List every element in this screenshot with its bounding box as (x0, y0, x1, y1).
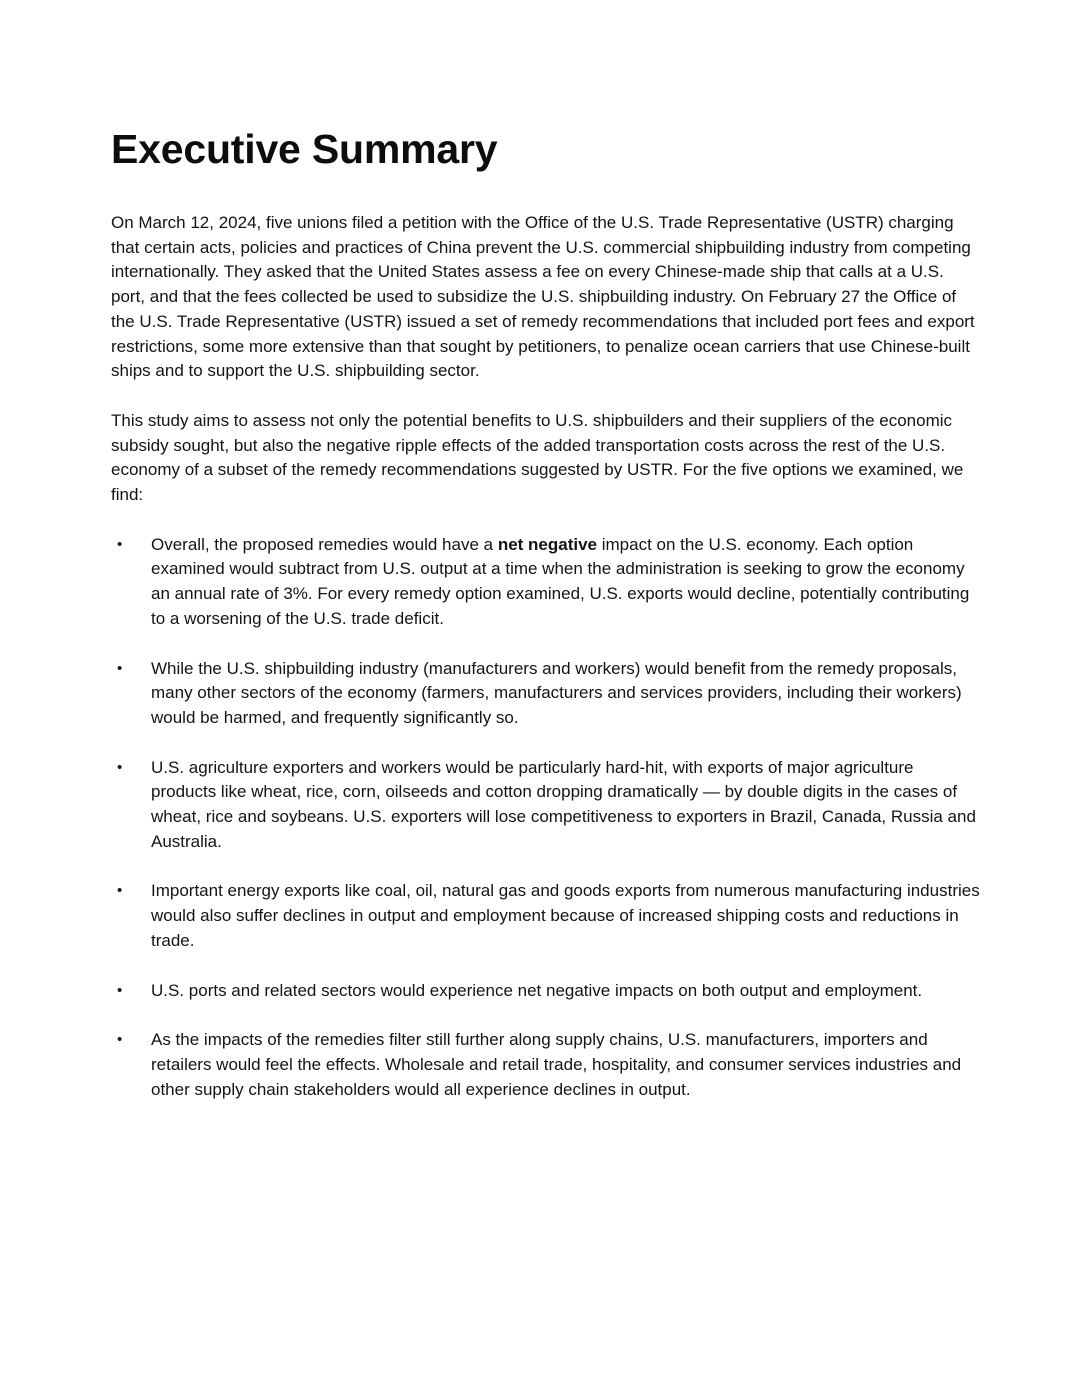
finding-text: U.S. agriculture exporters and workers would be particularly hard-hit, with exports of major agriculture products like wheat, rice, corn, oilseeds and cotton dropping dramatically — by double digits in the cases of wheat, rice and soybeans. U.S. exporters will lose competitiveness to exporters in Brazil, Canada, Russia and Australia. (151, 757, 976, 851)
intro-paragraph: On March 12, 2024, five unions filed a petition with the Office of the U.S. Trade Representative (USTR) charging that certain acts, policies and practices of China prevent the U.S. commercial shipbuilding industry from competing internationally. They asked that the United States assess a fee on every Chinese-made ship that calls at a U.S. port, and that the fees collected be used to subsidize the U.S. shipbuilding industry. On February 27 the Office of the U.S. Trade Representative (USTR) issued a set of remedy recommendations that included port fees and export restrictions, some more extensive than that sought by petitioners, to penalize ocean carriers that use Chinese-built ships and to support the U.S. shipbuilding sector. (111, 213, 975, 381)
findings-list (111, 533, 981, 1103)
finding-text: As the impacts of the remedies filter still further along supply chains, U.S. manufacturers, importers and retailers would feel the effects. Wholesale and retail trade, hospitality, and consumer services industries and other supply chain stakeholders would all experience declines in output. (151, 1030, 962, 1099)
bullet-icon: • (117, 758, 123, 776)
bullet-icon: • (117, 1031, 123, 1049)
finding-item-supply-chain (111, 1028, 981, 1102)
finding-item-net-negative (111, 533, 981, 632)
finding-text-post: impact on the U.S. economy. Each option examined would subtract from U.S. output at a time when the administration is seeking to grow the economy an annual rate of 3%. For every remedy option examined, U.S. exports would decline, potentially contributing to a worsening of the U.S. trade deficit. (151, 534, 970, 628)
finding-item-energy (111, 879, 981, 953)
bullet-icon: • (117, 882, 123, 900)
finding-text: Important energy exports like coal, oil, natural gas and goods exports from numerous manufacturing industries would also suffer declines in output and employment because of increased shipping costs and reductions in trade. (151, 881, 980, 950)
study-paragraph: This study aims to assess not only the potential benefits to U.S. shipbuilders and their suppliers of the economic subsidy sought, but also the negative ripple effects of the added transportation costs across the rest of the U.S. economy of a subset of the remedy recommendations suggested by USTR. For the five options we examined, we find: (111, 410, 964, 505)
finding-text-emphasis: net negative (497, 534, 598, 554)
bullet-icon: • (117, 981, 123, 999)
document-page (111, 124, 981, 1127)
bullet-icon: • (117, 659, 123, 677)
bullet-icon: • (117, 535, 123, 553)
finding-text-pre: Overall, the proposed remedies would have a (151, 534, 498, 554)
finding-item-ports (111, 979, 981, 1004)
finding-text: While the U.S. shipbuilding industry (manufacturers and workers) would benefit from the remedy proposals, many other sectors of the economy (farmers, manufacturers and services providers, including their workers) would be harmed, and frequently significantly so. (151, 658, 962, 727)
finding-item-shipbuilding (111, 657, 981, 731)
page-title: Executive Summary (111, 126, 498, 172)
finding-text: U.S. ports and related sectors would experience net negative impacts on both output and employment. (151, 980, 923, 1000)
finding-item-agriculture (111, 756, 981, 855)
